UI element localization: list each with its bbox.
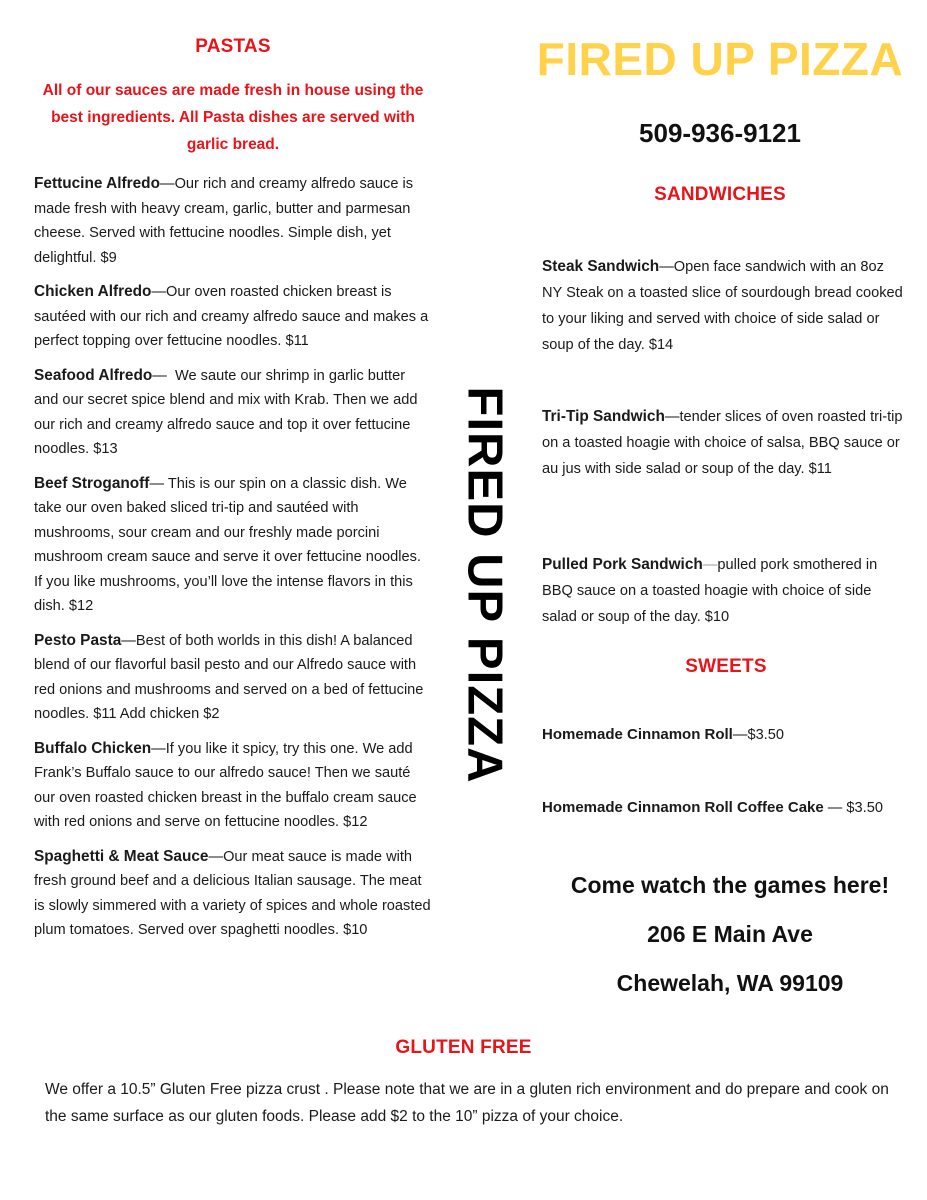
item-separator: — <box>208 848 224 865</box>
item-name: Buffalo Chicken <box>34 739 152 757</box>
item-separator: — <box>121 632 136 649</box>
item-description: Our oven roasted chicken breast is sautéed with our rich and creamy alfredo sauce and makes a perfect topping over fettucine noodles. $11 <box>34 284 429 349</box>
menu-item-pulled-pork-sandwich <box>542 552 907 630</box>
item-name: Steak Sandwich <box>542 258 660 275</box>
menu-item-buffalo-chicken <box>34 737 432 835</box>
item-description: tender slices of oven roasted tri-tip on a toasted hoagie with choice of salsa, BBQ sauce or au jus with side salad or soup of the day. $11 <box>542 409 903 477</box>
item-description: If you like it spicy, try this one. We add Frank’s Buffalo sauce to our alfredo sauce! Then we sauté our oven roasted chicken breast in the buffalo cream sauce with red onions and serve on fettucine noodles. $12 <box>34 740 417 830</box>
phone-number: 509-936-9121 <box>639 118 801 148</box>
menu-item-chicken-alfredo <box>34 280 432 354</box>
item-description: Best of both worlds in this dish! A balanced blend of our flavorful basil pesto and our Alfredo sauce with red onions and mushrooms and served on a bed of fettucine noodles. $11 Add chicken $2 <box>34 632 424 722</box>
item-separator: — <box>702 557 718 573</box>
menu-item-tri-tip-sandwich <box>542 404 907 482</box>
item-separator: — <box>732 727 748 743</box>
menu-item-steak-sandwich <box>542 254 907 358</box>
menu-item-cinnamon-roll <box>542 726 784 743</box>
pastas-intro: All of our sauces are made fresh in house using the best ingredients. All Pasta dishes are served with garlic bread. <box>42 82 424 153</box>
item-separator: — <box>152 367 175 384</box>
item-name: Beef Stroganoff <box>34 474 150 492</box>
item-separator: — <box>149 475 168 492</box>
pastas-section <box>34 36 432 953</box>
item-separator: — <box>659 259 674 275</box>
item-description: We saute our shrimp in garlic butter and our secret spice blend and mix with Krab. Then we add our rich and creamy alfredo sauce and top it over fettucine noodles. $13 <box>34 367 418 457</box>
menu-item-seafood-alfredo <box>34 364 432 462</box>
item-separator: — <box>159 176 175 192</box>
item-separator: — <box>151 740 166 757</box>
menu-item-cinnamon-roll-coffee-cake <box>542 799 883 816</box>
item-name: Homemade Cinnamon Roll <box>542 726 733 743</box>
item-price: $3.50 <box>747 727 784 743</box>
item-description: Open face sandwich with an 8oz NY Steak on a toasted slice of sourdough bread cooked to your liking and served with choice of side salad or soup of the day. $14 <box>542 259 903 353</box>
address-city: Chewelah, WA 99109 <box>616 970 844 996</box>
gluten-free-text: We offer a 10.5” Gluten Free pizza crust . Please note that we are in a gluten rich environment and do prepare and cook on the same surface as our gluten foods. Please add $2 to the 10” pizza of your choice. <box>45 1081 889 1125</box>
menu-item-beef-stroganoff <box>34 472 432 619</box>
gluten-free-heading: GLUTEN FREE <box>395 1037 532 1058</box>
menu-item-pesto-pasta <box>34 629 432 727</box>
item-name: Fettucine Alfredo <box>34 175 160 192</box>
sweets-heading: SWEETS <box>685 656 767 677</box>
item-name: Homemade Cinnamon Roll Coffee Cake <box>542 799 824 816</box>
item-description: pulled pork smothered in BBQ sauce on a toasted hoagie with choice of side salad or soup of the day. $10 <box>542 557 878 625</box>
item-name: Pulled Pork Sandwich <box>542 556 703 573</box>
pastas-heading: PASTAS <box>195 36 271 57</box>
brand-title: FIRED UP PIZZA <box>536 33 904 85</box>
item-name: Seafood Alfredo <box>34 366 153 384</box>
menu-item-fettucine-alfredo <box>34 172 432 270</box>
item-price: $3.50 <box>846 800 883 816</box>
item-name: Chicken Alfredo <box>34 283 152 300</box>
menu-item-spaghetti-meat-sauce <box>34 845 432 943</box>
item-separator: — <box>664 409 680 425</box>
item-name: Spaghetti & Meat Sauce <box>34 847 209 865</box>
sandwiches-heading: SANDWICHES <box>654 184 786 205</box>
item-description: Our meat sauce is made with fresh ground beef and a delicious Italian sausage. The meat is slowly simmered with a variety of spices and whole roasted plum tomatoes. Served over spaghetti noodles. $10 <box>34 848 431 938</box>
item-separator: — <box>823 800 847 816</box>
item-description: Our rich and creamy alfredo sauce is made fresh with heavy cream, garlic, butter and parmesan cheese. Served with fettucine noodles. Simple dish, yet delightful. $9 <box>34 176 414 266</box>
item-separator: — <box>151 284 167 300</box>
item-name: Tri-Tip Sandwich <box>542 408 665 425</box>
promo-tagline: Come watch the games here! <box>570 872 890 898</box>
item-description: This is our spin on a classic dish. We take our oven baked sliced tri-tip and sautéed with mushrooms, sour cream and our freshly made porcini mushroom cream sauce and serve it over fettucine noodles. If you like mushrooms, you’ll love the intense flavors in this dish. $12 <box>34 475 421 614</box>
vertical-brand-title: FIRED UP PIZZA <box>457 386 512 784</box>
address-street: 206 E Main Ave <box>647 921 813 947</box>
item-name: Pesto Pasta <box>34 631 122 649</box>
